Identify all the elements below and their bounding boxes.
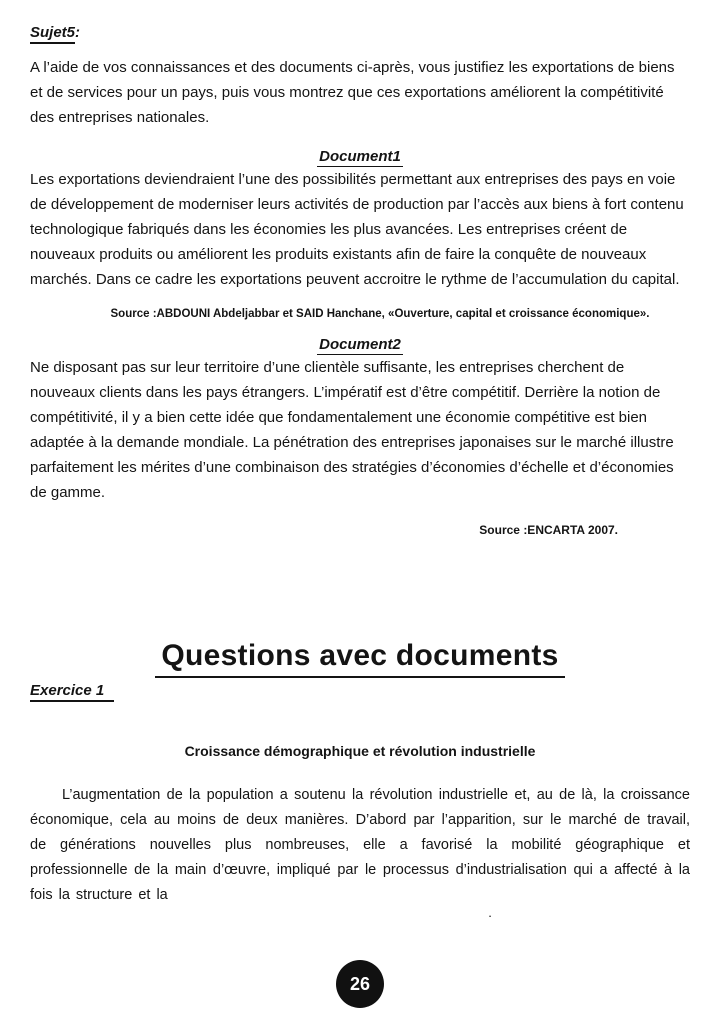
subject-colon: : [75, 24, 81, 41]
section-heading: Questions avec documents [155, 639, 564, 678]
document2-source: Source :ENCARTA 2007. [479, 523, 618, 537]
exercise-body: L’augmentation de la population a soutenu la révolution industrielle et, au de là, la croissance économique, cela au moins de deux manières. D’abord par l’apparition, sur le marché de travail, de générations nouvelles plus nombreuses, elle a favorisé la mobilité géographique et professionnelle de la main d’œuvre, impliqué par le processus d’industrialisation qui a affecté à la fois la structure et la [30, 787, 690, 903]
subject-label: Sujet5 [30, 24, 75, 44]
stray-period-mark: . [488, 905, 492, 920]
exercise-label [30, 682, 690, 699]
document2-title [30, 336, 690, 353]
exercise-label-text: Exercice 1 [30, 682, 114, 702]
page-number-badge [336, 960, 384, 1008]
document1-title-text: Document1 [319, 148, 401, 165]
document1-title [30, 148, 690, 165]
subject-heading [30, 24, 690, 41]
exercise-title: Croissance démographique et révolution industrielle [184, 743, 536, 759]
document1-source: Source :ABDOUNI Abdeljabbar et SAID Hanchane, «Ouverture, capital et croissance économique». [110, 308, 650, 320]
document2-body: Ne disposant pas sur leur territoire d’une clientèle suffisante, les entreprises cherchent de nouveaux clients dans les pays étrangers. L’impératif est d’être compétitif. Derrière la notion de compétitivité, il y a bien cette idée que fondamentalement une économie compétitive est bien adaptée à la demande mondiale. La pénétration des entreprises japonaises sur le marché illustre parfaitement les mérites d’une combinaison des stratégies d’économies d’échelle et d’économies de gamme. [30, 359, 674, 501]
section-heading-wrap [30, 639, 690, 678]
document1-body: Les exportations deviendraient l’une des possibilités permettant aux entreprises des pays en voie de développement de moderniser leurs activités de production par l’accès aux biens à fort contenu technologique fabriqués dans les économies les plus avancées. Les entreprises créent de nouveaux produits ou améliorent les produits existants afin de faire la conquête de nouveaux marchés. Dans ce cadre les exportations peuvent accroitre le rythme de l’accumulation du capital. [30, 171, 684, 288]
subject-paragraph: A l’aide de vos connaissances et des documents ci-après, vous justifiez les exportations de biens et de services pour un pays, puis vous montrez que ces exportations améliorent la compétitivité des entreprises nationales. [30, 59, 675, 126]
page-number: 26 [349, 973, 371, 994]
document2-title-text: Document2 [319, 336, 401, 353]
